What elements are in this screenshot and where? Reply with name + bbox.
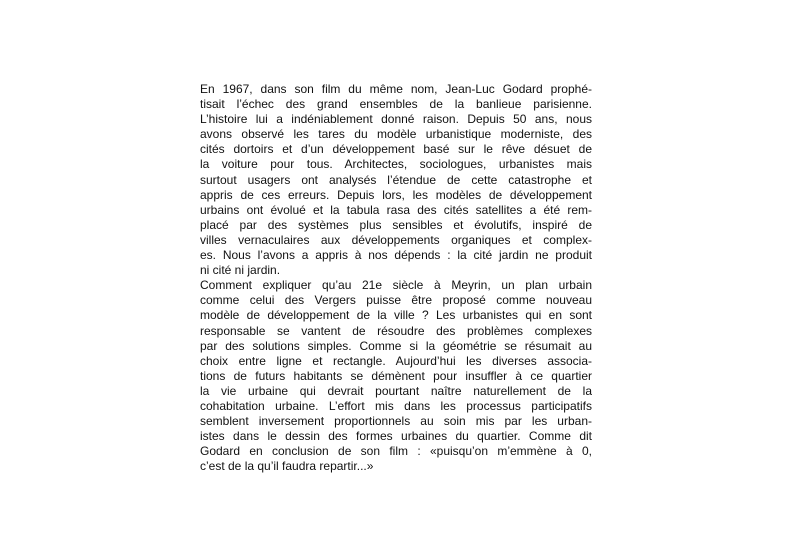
- text-line: la voiture pour tous. Architectes, sociologues, urbanistes mais: [200, 157, 592, 172]
- paragraph-1: [200, 82, 592, 278]
- text-line: choix entre ligne et rectangle. Aujourd’hui les diverses associa-: [200, 353, 592, 368]
- text-line: semblent inversement proportionnels au soin mis par les urban-: [200, 414, 592, 429]
- text-line: c’est de la qu’il faudra repartir...»: [200, 459, 374, 474]
- text-line: comme celui des Vergers puisse être proposé comme nouveau: [200, 293, 592, 308]
- text-line: es. Nous l’avons a appris à nos dépends : la cité jardin ne produit: [200, 248, 592, 263]
- paragraph-2: [200, 278, 592, 474]
- text-line: modèle de développement de la ville ? Les urbanistes qui en sont: [200, 308, 592, 323]
- text-line: Godard en conclusion de son film : «puisqu’on m’emmène à 0,: [200, 444, 592, 459]
- text-line: En 1967, dans son film du même nom, Jean-Luc Godard prophé-: [200, 82, 592, 96]
- text-line: villes vernaculaires aux développements organiques et complex-: [200, 232, 592, 247]
- text-line: Comment expliquer qu’au 21e siècle à Meyrin, un plan urbain: [200, 278, 592, 293]
- text-line: cités dortoirs et d’un développement basé sur le rêve désuet de: [200, 142, 592, 157]
- text-line: tisait l’échec des grand ensembles de la banlieue parisienne.: [200, 97, 592, 112]
- text-line: istes dans le dessin des formes urbaines du quartier. Comme dit: [200, 429, 592, 444]
- text-line: par des solutions simples. Comme si la géométrie se résumait au: [200, 338, 592, 353]
- article-text: [200, 82, 592, 474]
- text-line: placé par des systèmes plus sensibles et évolutifs, inspiré de: [200, 217, 592, 232]
- text-line: L’histoire lui a indéniablement donné raison. Depuis 50 ans, nous: [200, 112, 592, 127]
- text-line: avons observé les tares du modèle urbanistique moderniste, des: [200, 127, 592, 142]
- text-line: responsable se vantent de résoudre des problèmes complexes: [200, 323, 592, 338]
- text-line: surtout usagers ont analysés l’étendue de cette catastrophe et: [200, 172, 592, 187]
- text-line: appris de ces erreurs. Depuis lors, les modèles de développement: [200, 187, 592, 202]
- text-line: urbains ont évolué et la tabula rasa des cités satellites a été rem-: [200, 202, 592, 217]
- text-line: la vie urbaine qui devrait pourtant naître naturellement de la: [200, 383, 592, 398]
- text-line: cohabitation urbaine. L’effort mis dans les processus participatifs: [200, 398, 592, 413]
- text-line: ni cité ni jardin.: [200, 263, 281, 278]
- text-line: tions de futurs habitants se démènent pour insuffler à ce quartier: [200, 368, 592, 383]
